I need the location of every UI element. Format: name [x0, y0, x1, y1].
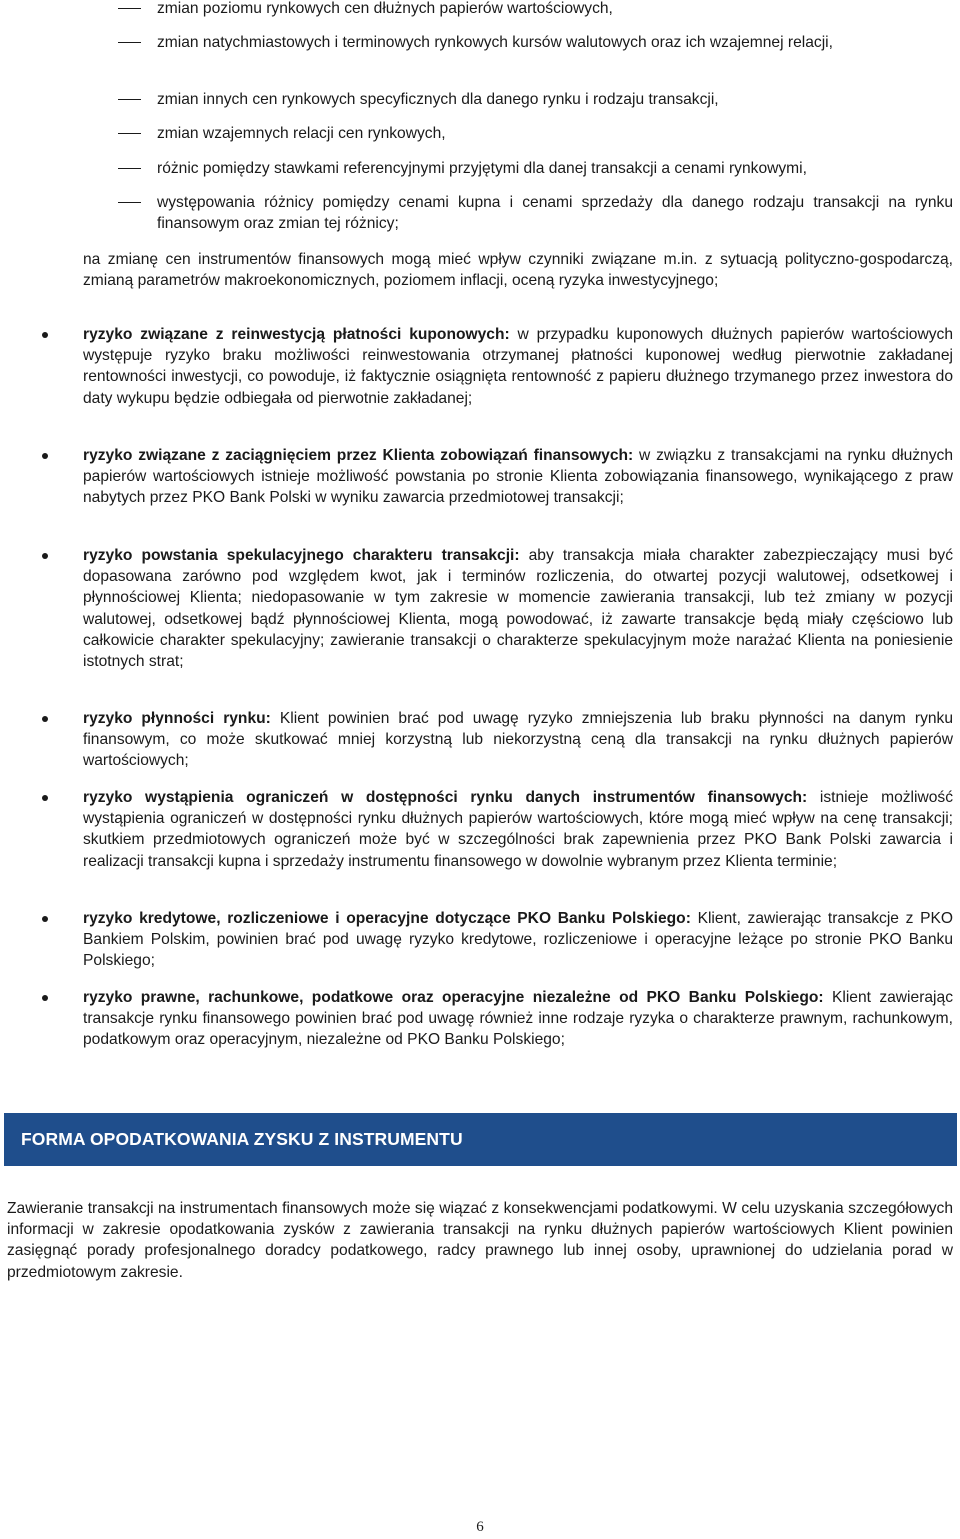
bullet-paragraph	[83, 324, 953, 409]
bullet-paragraph	[83, 708, 953, 772]
dash-item-text: zmian innych cen rynkowych specyficznych dla danego rynku i rodzaju transakcji,	[157, 91, 719, 108]
bullet-body: w przypadku kuponowych dłużnych papierów wartościowych występuje ryzyko braku możliwości reinwestowania otrzymanej płatności kuponowej według pierwotnie zakładanej rentowności inwestycji, co powoduje, iż faktycznie osiągnięta rentowność z papieru dłużnego trzymanego przez inwestora do daty wykupu będzie odbiegała od pierwotnie zakładanej;	[83, 326, 953, 407]
bullet-icon	[42, 916, 48, 922]
dash-item-text: różnic pomiędzy stawkami referencyjnymi przyjętymi dla danej transakcji a cenami rynkowymi,	[157, 160, 807, 177]
bullet-title: ryzyko kredytowe, rozliczeniowe i operacyjne dotyczące PKO Banku Polskiego:	[83, 910, 691, 927]
bullet-title: ryzyko wystąpienia ograniczeń w dostępności rynku danych instrumentów finansowych:	[83, 789, 808, 806]
bullet-paragraph	[83, 787, 953, 872]
dash-marker	[118, 42, 141, 43]
bullet-icon	[42, 716, 48, 722]
bullet-body: Klient, zawierając transakcje z PKO Bankiem Polskim, powinien brać pod uwagę ryzyko kredytowe, rozliczeniowe i operacyjne leżące po stronie PKO Banku Polskiego;	[83, 910, 954, 970]
bullet-body: Klient zawierając transakcje rynku finansowego powinien brać pod uwagę również inne rodzaje ryzyka o charakterze prawnym, rachunkowym, podatkowym oraz operacyjnym, niezależne od PKO Banku Polskiego;	[83, 989, 953, 1049]
section-heading-bar	[4, 1113, 957, 1166]
bullet-body: aby transakcja miała charakter zabezpieczający musi być dopasowana zarówno pod względem kwot, jak i terminów rozliczenia, do otwartej pozycji walutowej, odsetkowej i płynnościowej Klienta; niedopasowanie w tym zakresie w momencie zawierania transakcji, lub też zmiany w pozycji walutowej, odsetkowej bądź płynnościowej Klienta, mogą powodować, iż zawarte transakcje będą miały częściowo lub całkowicie charakter spekulacyjny; zawieranie transakcji o charakterze spekulacyjnym może narażać Klienta na poniesienie istotnych strat;	[83, 547, 953, 671]
bullet-icon	[42, 453, 48, 459]
bullet-icon	[42, 795, 48, 801]
bullet-paragraph	[83, 445, 953, 509]
dash-item-text: zmian wzajemnych relacji cen rynkowych,	[157, 125, 446, 142]
dash-marker	[118, 133, 141, 134]
bullet-body: w związku z transakcjami na rynku dłużnych papierów wartościowych istnieje możliwość powstania po stronie Klienta zobowiązania finansowego, wynikającego z praw nabytych przez PKO Bank Polski w wyniku zawarcia przedmiotowej transakcji;	[83, 447, 953, 507]
bullet-title: ryzyko powstania spekulacyjnego charakteru transakcji:	[83, 547, 520, 564]
section-paragraph: Zawieranie transakcji na instrumentach finansowych może się wiązać z konsekwencjami podatkowymi. W celu uzyskania szczegółowych informacji w zakresie opodatkowania zysków z zawierania transakcji na rynku dłużnych papierów wartościowych Klient powinien zasięgnąć porady profesjonalnego doradcy podatkowego, radcy prawnego lub innej osoby, uprawnionej do udzielania porad w przedmiotowym zakresie.	[7, 1200, 953, 1281]
bullet-title: ryzyko prawne, rachunkowe, podatkowe oraz operacyjne niezależne od PKO Banku Polskiego:	[83, 989, 824, 1006]
bullet-title: ryzyko związane z reinwestycją płatności kuponowych:	[83, 326, 510, 343]
bullet-body: istnieje możliwość wystąpienia ograniczeń w dostępności rynku dłużnych papierów wartościowych, które mogą mieć wpływ na cenę transakcji; skutkiem przedmiotowych ograniczeń może być w szczególności brak zapewnienia przez PKO Bank Polski zawarcia i realizacji transakcji kupna i sprzedaży instrumentu finansowego w dowolnie wybranym przez Klienta terminie;	[83, 789, 953, 870]
bullet-title: ryzyko płynności rynku:	[83, 710, 271, 727]
section-heading: FORMA OPODATKOWANIA ZYSKU Z INSTRUMENTU	[21, 1129, 463, 1149]
bullet-paragraph	[83, 545, 953, 672]
bullet-body: Klient powinien brać pod uwagę ryzyko zmniejszenia lub braku płynności na danym rynku finansowym, co może skutkować mniej korzystną lub niekorzystną ceną dla transakcji na rynku dłużnych papierów wartościowych;	[83, 710, 954, 770]
bullet-icon	[42, 995, 48, 1001]
dash-list-closing: na zmianę cen instrumentów finansowych mogą mieć wpływ czynniki związane m.in. z sytuacją polityczno-gospodarczą, zmianą parametrów makroekonomicznych, poziomem inflacji, oceną ryzyka inwestycyjnego;	[83, 251, 953, 290]
dash-marker	[118, 99, 141, 100]
bullet-paragraph	[83, 987, 953, 1051]
bullet-title: ryzyko związane z zaciągnięciem przez Klienta zobowiązań finansowych:	[83, 447, 634, 464]
dash-marker	[118, 168, 141, 169]
dash-marker	[118, 8, 141, 9]
dash-item-text: występowania różnicy pomiędzy cenami kupna i cenami sprzedaży dla danego rodzaju transakcji na rynku finansowym oraz zmian tej różnicy;	[157, 194, 953, 233]
dash-item-text: zmian poziomu rynkowych cen dłużnych papierów wartościowych,	[157, 0, 613, 17]
dash-marker	[118, 202, 141, 203]
bullet-icon	[42, 332, 48, 338]
bullet-icon	[42, 553, 48, 559]
bullet-paragraph	[83, 908, 953, 972]
dash-item-text: zmian natychmiastowych i terminowych rynkowych kursów walutowych oraz ich wzajemnej relacji,	[157, 34, 833, 51]
page-number: 6	[476, 1519, 484, 1535]
